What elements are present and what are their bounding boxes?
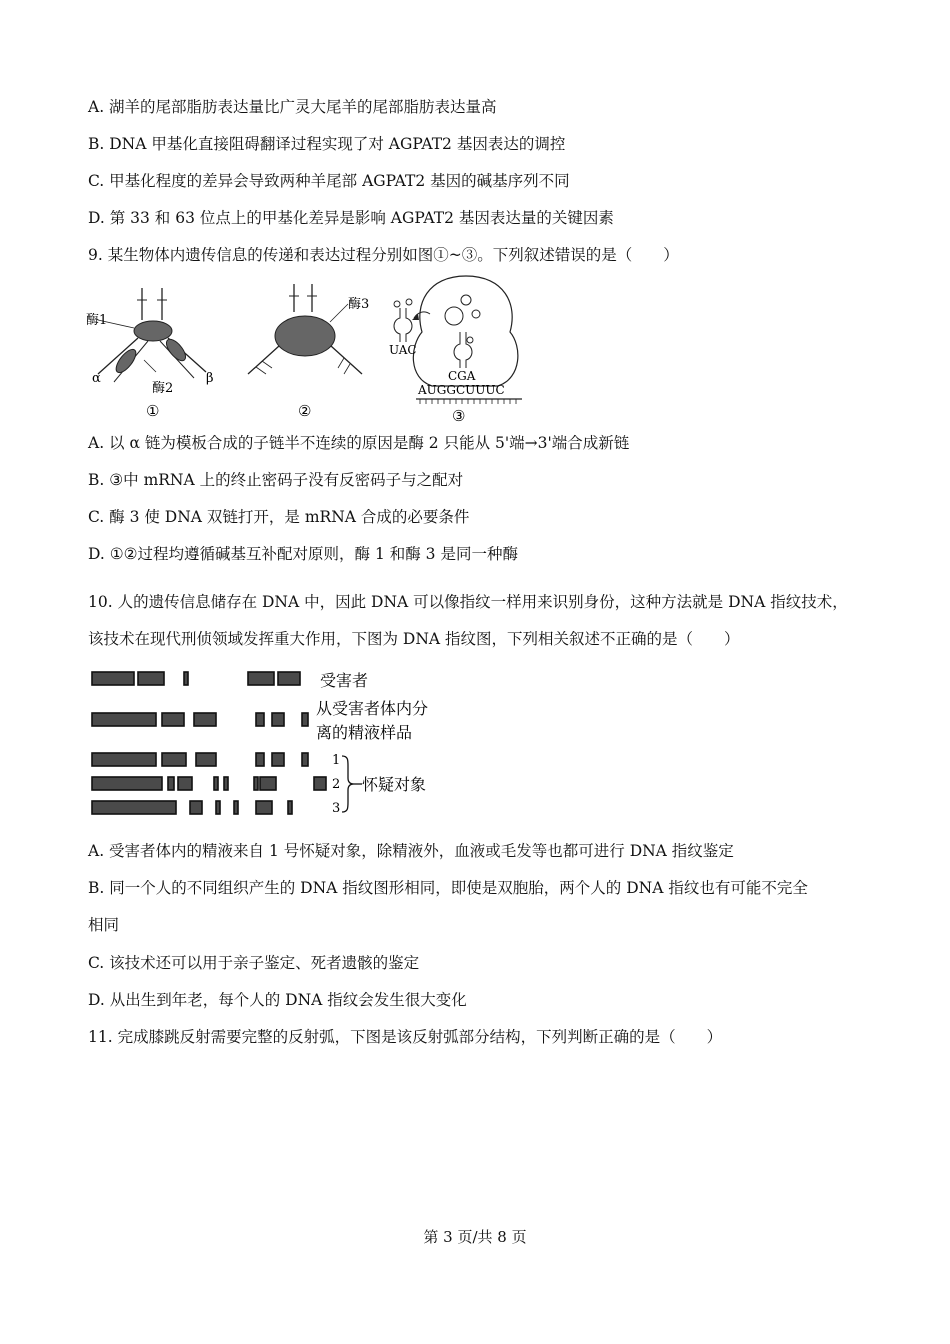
q11-stem: 11. 完成膝跳反射需要完整的反射弧，下图是该反射弧部分结构，下列判断正确的是（ ） bbox=[88, 1028, 723, 1046]
q10-option-d: D. 从出生到年老，每个人的 DNA 指纹会发生很大变化 bbox=[88, 991, 467, 1009]
q8-option-a: A. 湖羊的尾部脂肪表达量比广灵大尾羊的尾部脂肪表达量高 bbox=[88, 98, 497, 116]
enzyme1-shape bbox=[134, 321, 172, 341]
q9-option-c: C. 酶 3 使 DNA 双链打开，是 mRNA 合成的必要条件 bbox=[88, 508, 470, 526]
enzyme2-left-shape bbox=[113, 346, 140, 375]
q9-option-d: D. ①②过程均遵循碱基互补配对原则，酶 1 和酶 3 是同一种酶 bbox=[88, 545, 518, 563]
transcription-diagram bbox=[248, 284, 369, 420]
semen-band bbox=[256, 713, 264, 726]
enzyme3-shape bbox=[275, 316, 335, 356]
suspect3-band bbox=[256, 801, 272, 814]
q10-stem-line1: 10. 人的遗传信息储存在 DNA 中，因此 DNA 可以像指纹一样用来识别身份，这种方法就是 DNA 指纹技术， bbox=[88, 593, 848, 611]
suspect1-band bbox=[196, 753, 216, 766]
suspect2-band bbox=[168, 777, 174, 790]
enzyme3-label: 酶3 bbox=[348, 297, 370, 312]
suspect-number-3: 3 bbox=[332, 801, 341, 816]
translation-diagram bbox=[389, 276, 522, 425]
q8-option-b: B. DNA 甲基化直接阻碍翻译过程实现了对 AGPAT2 基因表达的调控 bbox=[88, 135, 566, 153]
victim-band bbox=[92, 672, 134, 685]
enzyme1-label: 酶1 bbox=[86, 313, 108, 328]
semen-band bbox=[194, 713, 216, 726]
victim-band bbox=[138, 672, 164, 685]
victim-label: 受害者 bbox=[320, 671, 369, 690]
semen-sample-label-line2: 离的精液样品 bbox=[316, 723, 413, 742]
suspect3-band bbox=[288, 801, 292, 814]
victim-band bbox=[248, 672, 274, 685]
suspect-label: 怀疑对象 bbox=[362, 775, 427, 794]
page-number: 第 3 页/共 8 页 bbox=[423, 1228, 527, 1246]
suspect2-band bbox=[314, 777, 326, 790]
suspect1-band bbox=[302, 753, 308, 766]
semen-band bbox=[302, 713, 308, 726]
semen-band bbox=[272, 713, 284, 726]
q9-figure bbox=[86, 274, 546, 426]
free-trna bbox=[394, 308, 412, 342]
trna-codon-label: CGA bbox=[448, 369, 476, 383]
q10-stem-line2: 该技术在现代刑侦领域发挥重大作用，下图为 DNA 指纹图，下列相关叙述不正确的是（ ） bbox=[88, 630, 740, 648]
replication-fork-diagram bbox=[86, 288, 214, 420]
suspect3-band bbox=[92, 801, 176, 814]
q10-option-b-line2: 相同 bbox=[88, 916, 120, 934]
beta-label: β bbox=[206, 371, 214, 386]
dna-fingerprint-figure bbox=[86, 664, 446, 820]
suspect1-band bbox=[272, 753, 284, 766]
q9-option-a: A. 以 α 链为模板合成的子链半不连续的原因是酶 2 只能从 5'端→3'端合成新链 bbox=[88, 434, 630, 452]
semen-band bbox=[92, 713, 156, 726]
suspect3-band bbox=[234, 801, 238, 814]
q10-option-a: A. 受害者体内的精液来自 1 号怀疑对象，除精液外，血液或毛发等也都可进行 DNA 指纹鉴定 bbox=[88, 842, 734, 860]
suspect-brace bbox=[342, 756, 354, 812]
suspect1-band bbox=[92, 753, 156, 766]
q8-option-c: C. 甲基化程度的差异会导致两种羊尾部 AGPAT2 基因的碱基序列不同 bbox=[88, 172, 570, 190]
suspect1-band bbox=[256, 753, 264, 766]
q9-stem: 9. 某生物体内遗传信息的传递和表达过程分别如图①~③。下列叙述错误的是（ ） bbox=[88, 246, 679, 264]
suspect2-band bbox=[224, 777, 228, 790]
panel1-label: ① bbox=[146, 402, 160, 420]
enzyme2-right-shape bbox=[163, 336, 189, 364]
enzyme2-label: 酶2 bbox=[152, 381, 174, 396]
panel3-label: ③ bbox=[452, 407, 466, 425]
anticodon-label: UAC bbox=[389, 343, 417, 357]
victim-band bbox=[278, 672, 300, 685]
q10-option-b-line1: B. 同一个人的不同组织产生的 DNA 指纹图形相同，即使是双胞胎，两个人的 DNA 指纹也有可能不完全 bbox=[88, 879, 808, 897]
suspect2-band bbox=[254, 777, 258, 790]
q10-option-c: C. 该技术还可以用于亲子鉴定、死者遗骸的鉴定 bbox=[88, 954, 420, 972]
suspect2-band bbox=[260, 777, 276, 790]
suspect2-band bbox=[92, 777, 162, 790]
mrna-sequence: AUGGCUUUC bbox=[418, 383, 505, 397]
panel2-label: ② bbox=[298, 402, 312, 420]
suspect2-band bbox=[178, 777, 192, 790]
suspect-number-1: 1 bbox=[332, 753, 341, 768]
suspect1-band bbox=[162, 753, 186, 766]
suspect3-band bbox=[216, 801, 220, 814]
q9-option-b: B. ③中 mRNA 上的终止密码子没有反密码子与之配对 bbox=[88, 471, 464, 489]
suspect3-band bbox=[190, 801, 202, 814]
suspect2-band bbox=[214, 777, 218, 790]
alpha-label: α bbox=[92, 371, 101, 386]
victim-band bbox=[184, 672, 188, 685]
suspect-number-2: 2 bbox=[332, 777, 341, 792]
semen-sample-label-line1: 从受害者体内分 bbox=[316, 699, 429, 718]
semen-band bbox=[162, 713, 184, 726]
q8-option-d: D. 第 33 和 63 位点上的甲基化差异是影响 AGPAT2 基因表达量的关键因素 bbox=[88, 209, 614, 227]
